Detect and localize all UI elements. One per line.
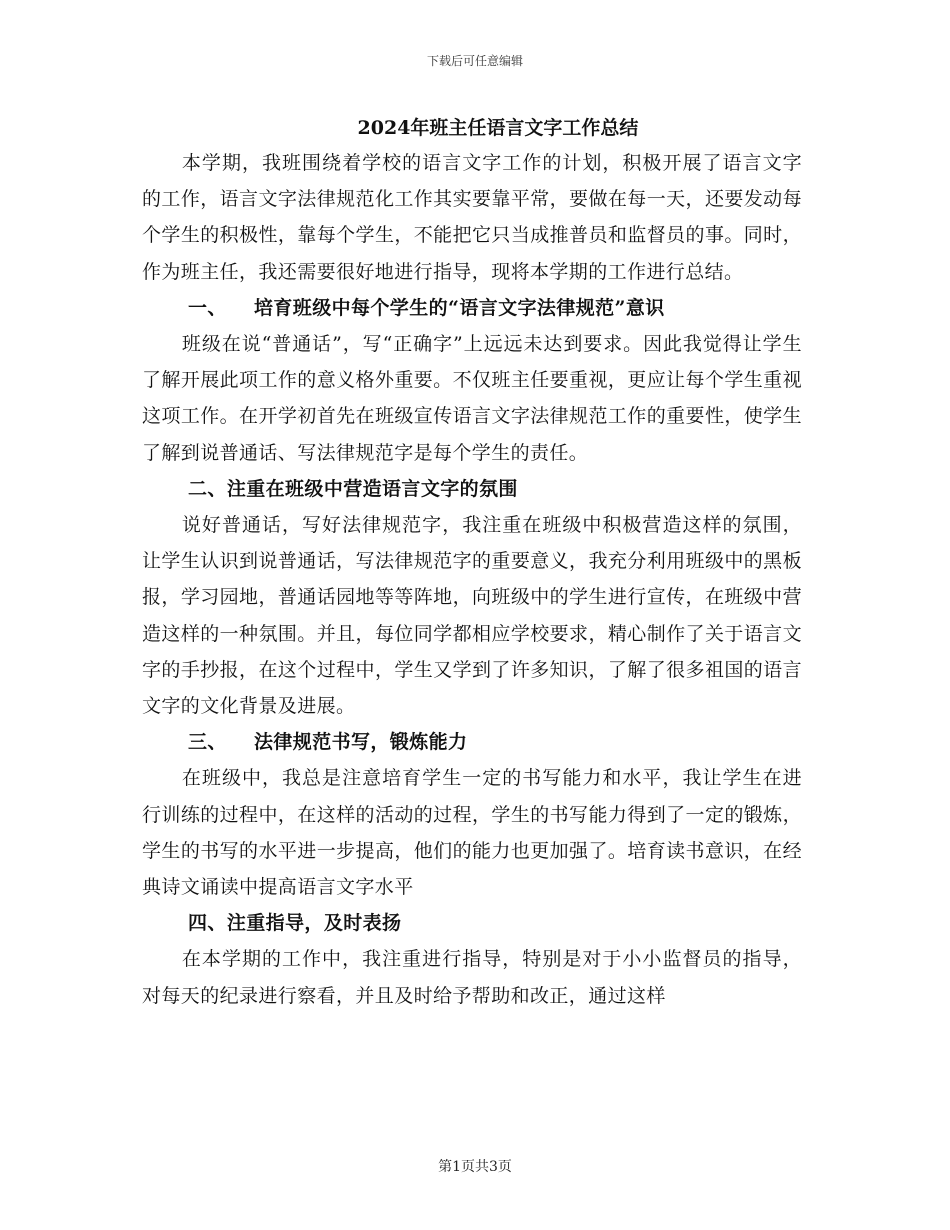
section-number: 三、 <box>188 731 227 754</box>
section-title: 注重指导，及时表扬 <box>226 912 402 935</box>
section-heading-1 <box>142 290 802 326</box>
section-number: 四、 <box>188 912 227 935</box>
section-title: 培育班级中每个学生的“语言文字法律规范”意识 <box>254 296 665 319</box>
section-body-4: 在本学期的工作中，我注重进行指导，特别是对于小小监督员的指导，对每天的纪录进行察看，并且及时给予帮助和改正，通过这样 <box>142 948 802 1007</box>
section-number: 二、 <box>188 477 227 500</box>
page-header-note: 下载后可任意编辑 <box>426 54 523 68</box>
section-body-2: 说好普通话，写好法律规范字，我注重在班级中积极营造这样的氛围，让学生认识到说普通话，写法律规范字的重要意义，我充分利用班级中的黑板报，学习园地，普通话园地等等阵地，向班级中的学生进行宣传，在班级中营造这样的一种氛围。并且，每位同学都相应学校要求，精心制作了关于语言文字的手抄报，在这个过程中，学生又学到了许多知识，了解了很多祖国的语言文字的文化背景及进展。 <box>142 514 802 718</box>
section-heading-3 <box>142 724 802 760</box>
intro-paragraph: 本学期，我班围绕着学校的语言文字工作的计划，积极开展了语言文字的工作，语言文字法律规范化工作其实要靠平常，要做在每一天，还要发动每个学生的积极性，靠每个学生，不能把它只当成推普员和监督员的事。同时，作为班主任，我还需要很好地进行指导，现将本学期的工作进行总结。 <box>142 152 802 283</box>
section-title: 法律规范书写，锻炼能力 <box>254 731 468 754</box>
section-title: 注重在班级中营造语言文字的氛围 <box>226 477 518 500</box>
document-title: 2024年班主任语言文字工作总结 <box>357 117 639 139</box>
section-body-1: 班级在说“普通话”，写“正确字”上远远未达到要求。因此我觉得让学生了解开展此项工作的意义格外重要。不仅班主任要重视，更应让每个学生重视这项工作。在开学初首先在班级宣传语言文字法律规范工作的重要性，使学生了解到说普通话、写法律规范字是每个学生的责任。 <box>142 333 802 464</box>
page-number-indicator: 第1页共3页 <box>438 1159 512 1175</box>
section-body-3: 在班级中，我总是注意培育学生一定的书写能力和水平，我让学生在进行训练的过程中，在这样的活动的过程，学生的书写能力得到了一定的锻炼，学生的书写的水平进一步提高，他们的能力也更加强了。培育读书意识，在经典诗文诵读中提高语言文字水平 <box>142 767 802 899</box>
section-heading-4 <box>142 905 802 941</box>
document-body <box>142 145 802 1014</box>
section-number: 一、 <box>188 296 227 319</box>
section-heading-2 <box>142 471 802 507</box>
